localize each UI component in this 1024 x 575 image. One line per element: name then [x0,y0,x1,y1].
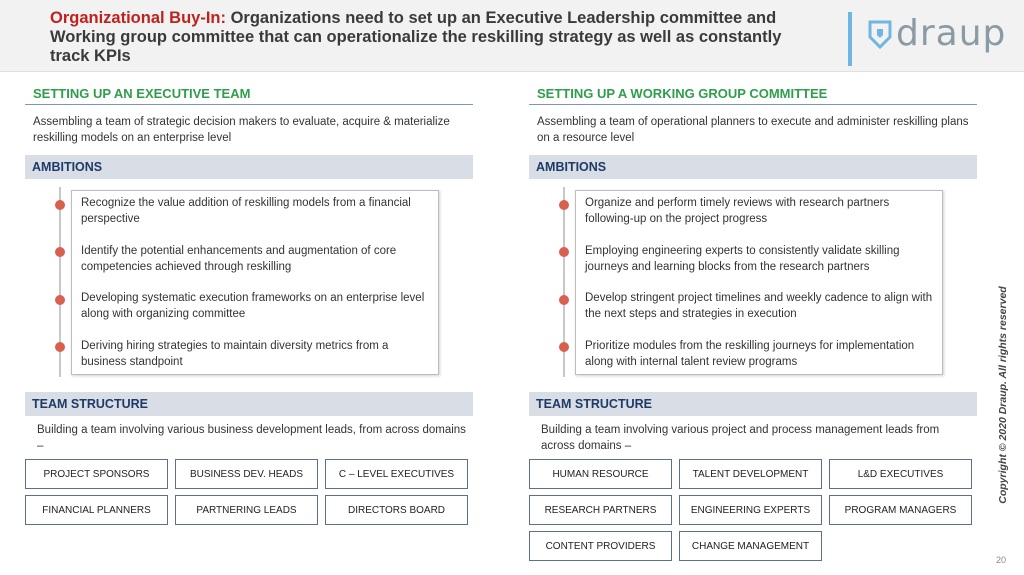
role-tag: ENGINEERING EXPERTS [679,495,822,525]
role-tag: L&D EXECUTIVES [829,459,972,489]
team-description: Building a team involving various business development leads, from across domains – [37,424,466,452]
section-heading: SETTING UP AN EXECUTIVE TEAM [25,82,473,105]
ambitions-list [25,187,473,377]
logo-text: draup [896,13,1007,54]
role-tag: PROGRAM MANAGERS [829,495,972,525]
role-tag: TALENT DEVELOPMENT [679,459,822,489]
ambition-item: Organize and perform timely reviews with research partners following-up on the project progress [585,197,890,225]
ambitions-bar: AMBITIONS [25,155,473,179]
role-tag: CONTENT PROVIDERS [529,531,672,561]
role-tag: RESEARCH PARTNERS [529,495,672,525]
title-rest: Organizations need to set up an Executive Leadership committee and Working group committee that can operationalize the reskilling strategy as well as constantly track KPIs [50,9,782,65]
bullet-dot [55,247,65,257]
ambition-item: Prioritize modules from the reskilling journeys for implementation along with internal talent review programs [585,339,915,368]
header [0,0,1024,72]
ambition-item: Develop stringent project timelines and weekly cadence to align with the next steps and strategies in execution [585,292,933,320]
role-grid [529,459,977,561]
team-description: Building a team involving various project and process management leads from across domains – [541,424,940,452]
ambitions-box [71,190,439,375]
bullet-dot [559,247,569,257]
team-structure-bar: TEAM STRUCTURE [529,392,977,416]
ambition-item: Deriving hiring strategies to maintain diversity metrics from a business standpoint [81,339,389,368]
section-description: Assembling a team of operational planners to execute and administer reskilling plans on a resource level [537,116,969,144]
role-tag: FINANCIAL PLANNERS [25,495,168,525]
role-tag: PARTNERING LEADS [175,495,318,525]
logo-mark-icon [866,19,894,49]
team-structure-bar: TEAM STRUCTURE [25,392,473,416]
bullet-dot [559,200,569,210]
ambition-item: Developing systematic execution frameworks on an enterprise level along with organizing committee [81,292,425,320]
bullet-dot [559,342,569,352]
copyright-notice: Copyright © 2020 Draup. All rights reserved [997,286,1009,504]
role-tag: PROJECT SPONSORS [25,459,168,489]
section-description: Assembling a team of strategic decision makers to evaluate, acquire & materialize reskilling models on an enterprise level [33,116,450,144]
ambitions-list [529,187,977,377]
role-tag: CHANGE MANAGEMENT [679,531,822,561]
draup-logo [866,14,1006,54]
role-grid [25,459,473,525]
ambition-item: Recognize the value addition of reskilling models from a financial perspective [81,197,411,225]
role-tag: BUSINESS DEV. HEADS [175,459,318,489]
section-heading: SETTING UP A WORKING GROUP COMMITTEE [529,82,977,105]
bullet-dot [55,342,65,352]
bullet-dot [55,295,65,305]
bullet-dot [559,295,569,305]
role-tag: HUMAN RESOURCE [529,459,672,489]
ambitions-bar: AMBITIONS [529,155,977,179]
title-lead: Organizational Buy-In: [50,9,227,27]
ambition-item: Employing engineering experts to consistently validate skilling journeys and learning blocks from the research partners [585,244,900,273]
page-title [50,9,820,66]
page-number: 20 [996,555,1007,565]
ambition-item: Identify the potential enhancements and augmentation of core competencies achieved through reskilling [81,244,397,273]
working-group-section [529,82,977,561]
executive-team-section [25,82,473,525]
ambitions-box [575,190,943,375]
role-tag: DIRECTORS BOARD [325,495,468,525]
role-tag: C – LEVEL EXECUTIVES [325,459,468,489]
logo-divider [848,12,852,66]
bullet-dot [55,200,65,210]
